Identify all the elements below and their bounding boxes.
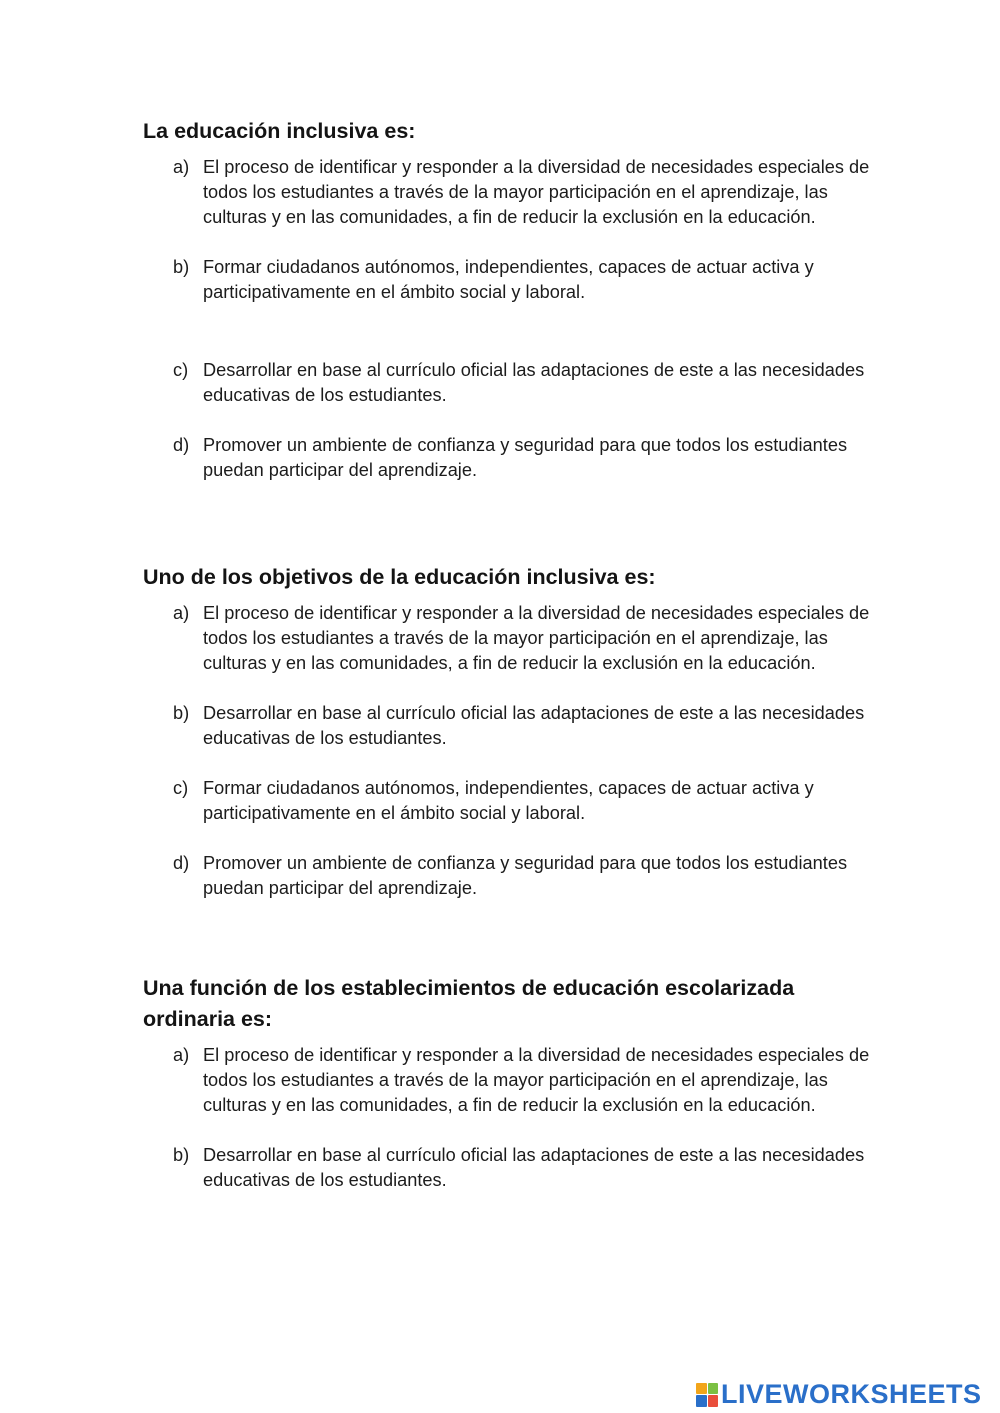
option-letter: d) <box>173 853 190 873</box>
option-b[interactable] <box>143 701 873 751</box>
option-letter: a) <box>173 157 190 177</box>
question-3 <box>143 973 873 1193</box>
option-d[interactable] <box>143 851 873 901</box>
option-c[interactable] <box>143 776 873 826</box>
question-title: Una función de los establecimientos de educación escolarizada ordinaria es: <box>143 976 795 1031</box>
option-letter: d) <box>173 435 190 455</box>
logo-mark-icon <box>696 1383 718 1407</box>
option-letter: c) <box>173 360 189 380</box>
option-letter: b) <box>173 703 190 723</box>
option-text: Formar ciudadanos autónomos, independientes, capaces de actuar activa y participativamente en el ámbito social y laboral. <box>203 257 814 302</box>
question-2 <box>143 562 873 901</box>
logo-mark-tile <box>708 1383 719 1395</box>
option-text: Promover un ambiente de confianza y seguridad para que todos los estudiantes puedan participar del aprendizaje. <box>203 853 848 898</box>
option-text: Desarrollar en base al currículo oficial las adaptaciones de este a las necesidades educativas de los estudiantes. <box>203 1145 865 1190</box>
option-text: El proceso de identificar y responder a la diversidad de necesidades especiales de todos los estudiantes a través de la mayor participación en el aprendizaje, las culturas y en las comunidades, a fin de reducir la exclusión en la educación. <box>203 603 870 673</box>
logo-mark-tile <box>696 1395 707 1407</box>
option-letter: a) <box>173 603 190 623</box>
option-letter: c) <box>173 778 189 798</box>
option-text: El proceso de identificar y responder a la diversidad de necesidades especiales de todos los estudiantes a través de la mayor participación en el aprendizaje, las culturas y en las comunidades, a fin de reducir la exclusión en la educación. <box>203 1045 870 1115</box>
question-title: La educación inclusiva es: <box>143 119 416 143</box>
logo-mark-tile <box>708 1395 719 1407</box>
option-c[interactable] <box>143 358 873 408</box>
question-title: Uno de los objetivos de la educación inclusiva es: <box>143 565 656 589</box>
option-text: El proceso de identificar y responder a la diversidad de necesidades especiales de todos los estudiantes a través de la mayor participación en el aprendizaje, las culturas y en las comunidades, a fin de reducir la exclusión en la educación. <box>203 157 870 227</box>
option-text: Desarrollar en base al currículo oficial las adaptaciones de este a las necesidades educativas de los estudiantes. <box>203 703 865 748</box>
option-letter: b) <box>173 1145 190 1165</box>
option-d[interactable] <box>143 433 873 483</box>
option-b[interactable] <box>143 255 873 305</box>
option-a[interactable] <box>143 155 873 230</box>
option-b[interactable] <box>143 1143 873 1193</box>
logo-mark-tile <box>696 1383 707 1395</box>
option-letter: a) <box>173 1045 190 1065</box>
option-text: Promover un ambiente de confianza y seguridad para que todos los estudiantes puedan participar del aprendizaje. <box>203 435 848 480</box>
question-1 <box>143 116 873 483</box>
option-text: Desarrollar en base al currículo oficial las adaptaciones de este a las necesidades educativas de los estudiantes. <box>203 360 865 405</box>
liveworksheets-logo <box>696 1379 982 1410</box>
option-a[interactable] <box>143 1043 873 1118</box>
logo-text: LIVEWORKSHEETS <box>721 1379 982 1409</box>
option-a[interactable] <box>143 601 873 676</box>
option-letter: b) <box>173 257 190 277</box>
option-text: Formar ciudadanos autónomos, independientes, capaces de actuar activa y participativamente en el ámbito social y laboral. <box>203 778 814 823</box>
